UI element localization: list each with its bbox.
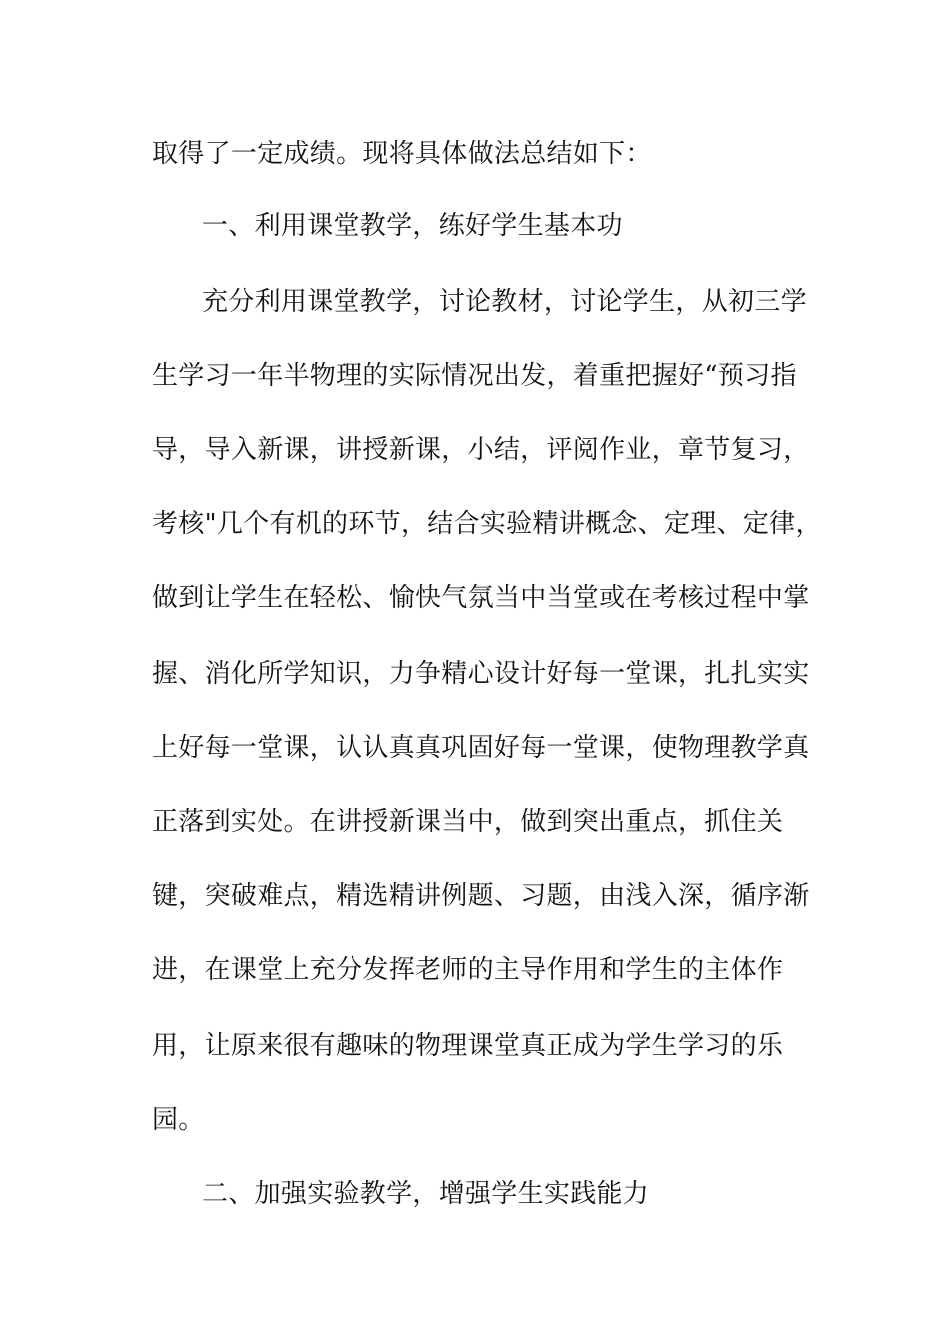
paragraph-line: 上好每一堂课，认认真真巩固好每一堂课，使物理教学真	[152, 733, 810, 763]
paragraph-line: 取得了一定成绩。现将具体做法总结如下：	[152, 139, 652, 169]
paragraph-line: 键，突破难点，精选精讲例题、习题，由浅入深，循序渐	[152, 881, 810, 911]
paragraph-line: 导，导入新课，讲授新课，小结，评阅作业，章节复习，	[152, 435, 810, 465]
paragraph-line: 做到让学生在轻松、愉快气氛当中当堂或在考核过程中掌	[152, 583, 810, 613]
paragraph-line: 生学习一年半物理的实际情况出发，着重把握好“预习指	[152, 361, 797, 391]
paragraph-line: 充分利用课堂教学，讨论教材，讨论学生，从初三学	[202, 287, 807, 317]
paragraph-line: 握、消化所学知识，力争精心设计好每一堂课，扎扎实实	[152, 659, 810, 689]
paragraph-line: 正落到实处。在讲授新课当中，做到突出重点，抓住关	[152, 807, 784, 837]
paragraph-line: 进，在课堂上充分发挥老师的主导作用和学生的主体作	[152, 955, 784, 985]
section-heading: 一、利用课堂教学，练好学生基本功	[202, 211, 623, 241]
paragraph-line: 园。	[152, 1105, 205, 1135]
section-heading: 二、加强实验教学，增强学生实践能力	[202, 1179, 650, 1209]
paragraph-line: 用，让原来很有趣味的物理课堂真正成为学生学习的乐	[152, 1031, 784, 1061]
paragraph-line: 考核"几个有机的环节，结合实验精讲概念、定理、定律，	[152, 509, 822, 539]
